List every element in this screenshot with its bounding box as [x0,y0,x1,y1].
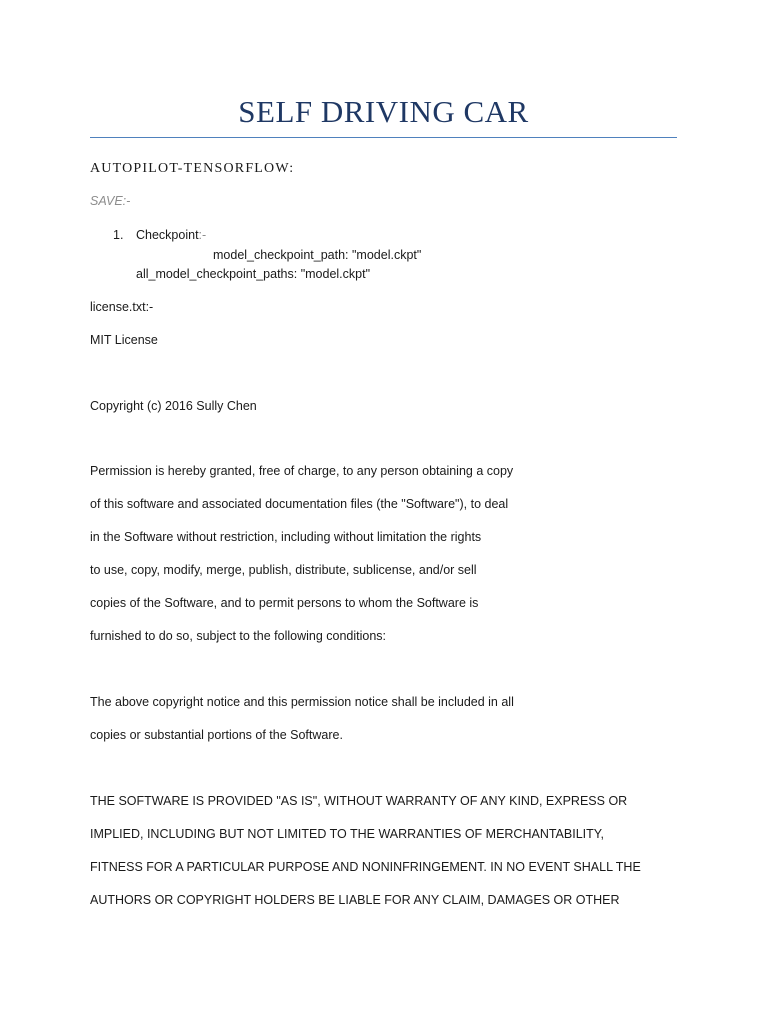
paragraph-line: FITNESS FOR A PARTICULAR PURPOSE AND NONINFRINGEMENT. IN NO EVENT SHALL THE [90,860,641,874]
paragraph-line: of this software and associated documentation files (the "Software"), to deal [90,497,509,511]
checkpoint-path-line: model_checkpoint_path: "model.ckpt" [213,248,422,262]
title-underline [90,137,677,138]
notice-paragraph [90,686,690,752]
paragraph-line: THE SOFTWARE IS PROVIDED "AS IS", WITHOUT WARRANTY OF ANY KIND, EXPRESS OR [90,794,628,808]
permission-paragraph [90,455,690,653]
paragraph-line: to use, copy, modify, merge, publish, distribute, sublicense, and/or sell [90,563,477,577]
checkpoint-item [136,227,206,243]
paragraph-line: furnished to do so, subject to the following conditions: [90,629,387,643]
paragraph-line: The above copyright notice and this permission notice shall be included in all [90,695,514,709]
paragraph-line: copies of the Software, and to permit persons to whom the Software is [90,596,479,610]
paragraph-line: AUTHORS OR COPYRIGHT HOLDERS BE LIABLE FOR ANY CLAIM, DAMAGES OR OTHER [90,893,620,907]
document-title: SELF DRIVING CAR [238,94,529,129]
paragraph-line: IMPLIED, INCLUDING BUT NOT LIMITED TO THE WARRANTIES OF MERCHANTABILITY, [90,827,604,841]
checkpoint-label: Checkpoint [136,228,199,242]
paragraph-line: in the Software without restriction, including without limitation the rights [90,530,482,544]
license-name: MIT License [90,333,158,347]
section-heading: AUTOPILOT-TENSORFLOW: [90,161,295,176]
all-checkpoint-paths-line: all_model_checkpoint_paths: "model.ckpt" [136,267,371,281]
checkpoint-suffix: :- [198,228,207,242]
paragraph-line: Permission is hereby granted, free of charge, to any person obtaining a copy [90,464,514,478]
license-file-label: license.txt:- [90,300,154,314]
paragraph-line: copies or substantial portions of the Software. [90,728,343,742]
warranty-paragraph [90,785,690,917]
save-label: SAVE:- [90,194,131,208]
copyright-line: Copyright (c) 2016 Sully Chen [90,399,257,413]
list-number: 1. [113,228,124,242]
